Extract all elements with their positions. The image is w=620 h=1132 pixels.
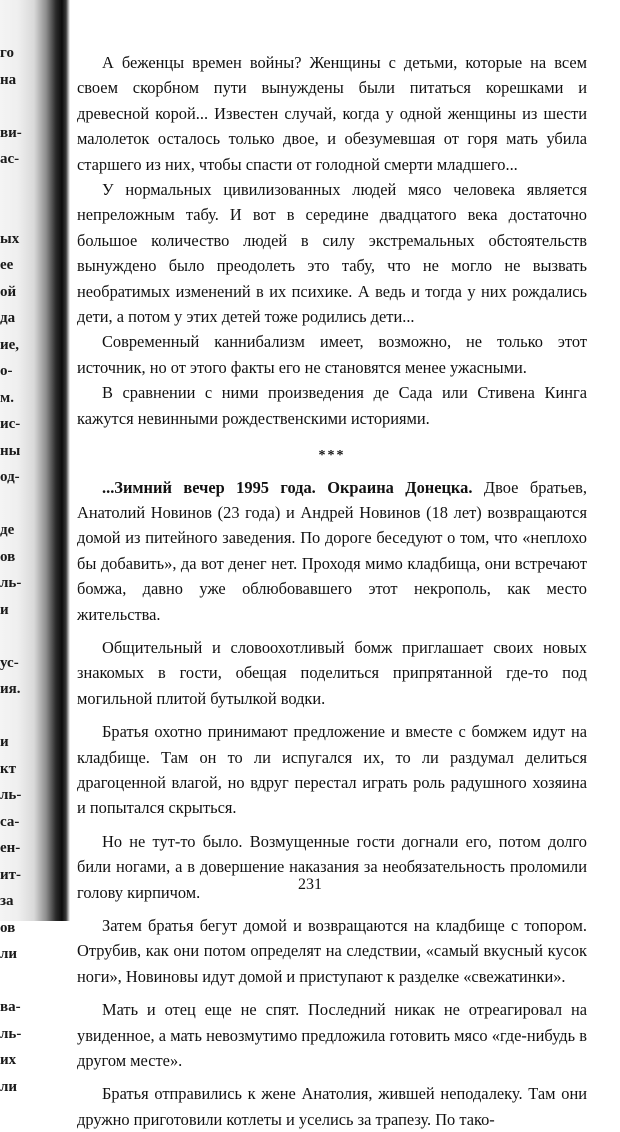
margin-fragment: за	[0, 893, 14, 909]
margin-fragment: и	[0, 601, 9, 618]
margin-fragment	[0, 968, 22, 995]
margin-fragment: ов	[0, 919, 16, 936]
margin-fragment: и	[0, 734, 9, 750]
paragraph: Братья охотно принимают предложение и вместе с бомжем идут на кладбище. Там он то ли испугался их, то ли раздумал делиться драгоценной влагой, но вдруг перестал играть роль радушного хозяина и попытался скрыться.	[77, 722, 587, 818]
margin-fragment: ва-	[0, 999, 21, 1015]
margin-fragment: их	[0, 1052, 17, 1068]
paragraph: Затем братья бегут домой и возвращаются на кладбище с топором. Отрубив, как они потом определят на следствии, «самый вкусный кусок ноги», Новиновы идут домой и приступают к разделке «свежатинки».	[77, 916, 587, 986]
margin-fragment: на	[0, 71, 17, 88]
margin-fragment	[0, 93, 22, 120]
margin-fragment: ви-	[0, 124, 22, 141]
margin-fragment: кт	[0, 760, 17, 777]
margin-fragment: ли	[0, 946, 18, 962]
margin-fragment: ль-	[0, 575, 22, 591]
margin-fragment: ов	[0, 548, 16, 565]
margin-fragment: го	[0, 45, 14, 61]
paragraph: Но не тут-то было. Возмущенные гости догнали его, потом долго били ногами, а в довершение наказания за необязательность проломили голову кирпичом.	[77, 831, 587, 902]
margin-fragment: ль-	[0, 787, 22, 803]
margin-fragment	[0, 703, 22, 730]
margin-fragment	[0, 173, 22, 200]
margin-fragment: ас-	[0, 151, 20, 167]
page-body	[77, 50, 587, 1132]
paragraph: А беженцы времен войны? Женщины с детьми, которые на всем своем скорбном пути вынуждены были питаться корешками и древесной корой... Известен случай, когда у одной женщины из шести малолеток осталось только двое, и обезумевшая от горя мать убила старшего из них, чтобы спасти от голодной смерти младшего...	[77, 53, 587, 174]
paragraph: Современный каннибализм имеет, возможно, не только этот источник, но от этого факты его не становятся менее ужасными.	[77, 332, 587, 377]
paragraph: Мать и отец еще не спят. Последний никак не отреагировал на увиденное, а мать невозмутимо предложила готовить мясо «где-нибудь в другом месте».	[77, 1000, 587, 1071]
story-intro-text: Двое братьев, Анатолий Новинов (23 года) и Андрей Новинов (18 лет) возвращаются домой из питейного заведения. По дороге беседуют о том, что «неплохо бы добавить», да вот денег нет. Проходя мимо кладбища, они встречают бомжа, давно уже облюбовавшего этот некрополь, как место жительства.	[77, 477, 587, 624]
margin-fragment: ие,	[0, 336, 20, 353]
margin-fragment: са-	[0, 813, 20, 830]
section-separator: ***	[318, 448, 346, 464]
page-number: 231	[298, 876, 322, 893]
margin-fragment: ых	[0, 230, 20, 247]
paragraph: Братья отправились к жене Анатолия, жившей неподалеку. Там они дружно приготовили котлеты и уселись за трапезу. По тако-	[77, 1084, 587, 1129]
margin-fragment	[0, 199, 22, 226]
margin-fragment: ус-	[0, 654, 19, 671]
margin-fragment: ой	[0, 283, 17, 300]
paragraph: В сравнении с ними произведения де Сада или Стивена Кинга кажутся невинными рождественскими историями.	[77, 383, 587, 428]
margin-fragment: да	[0, 310, 16, 326]
margin-fragment	[0, 491, 22, 518]
margin-fragment: од-	[0, 469, 20, 485]
story-intro-paragraph	[77, 475, 587, 627]
margin-fragment: ее	[0, 257, 14, 273]
margin-fragment: ли	[0, 1078, 18, 1095]
margin-fragment: о-	[0, 363, 13, 379]
margin-fragment: ны	[0, 442, 21, 459]
story-lead-heading: ...Зимний вечер 1995 года. Окраина Донецка.	[102, 477, 473, 497]
margin-fragment	[0, 623, 22, 650]
margin-fragment: ит-	[0, 866, 22, 883]
margin-fragment: ен-	[0, 840, 21, 856]
margin-fragment: ль-	[0, 1025, 22, 1042]
margin-fragment: ис-	[0, 416, 21, 432]
margin-fragment: де	[0, 522, 15, 538]
paragraph: Общительный и словоохотливый бомж приглашает своих новых знакомых в гости, обещая поделиться припрятанной где-то под могильной плитой бутылкой водки.	[77, 637, 587, 708]
paragraph: У нормальных цивилизованных людей мясо человека является непреложным табу. И вот в середине двадцатого века достаточно большое количество людей в силу экстремальных обстоятельств вынуждено было преодолеть это табу, что не могло не вызвать необратимых изменений в их психике. А ведь и тогда у них рождались дети, а потом у этих детей тоже родились дети...	[77, 180, 587, 327]
margin-fragment: м.	[0, 389, 14, 406]
facing-page-edge-text	[0, 40, 22, 1100]
margin-fragment: ия.	[0, 681, 21, 697]
